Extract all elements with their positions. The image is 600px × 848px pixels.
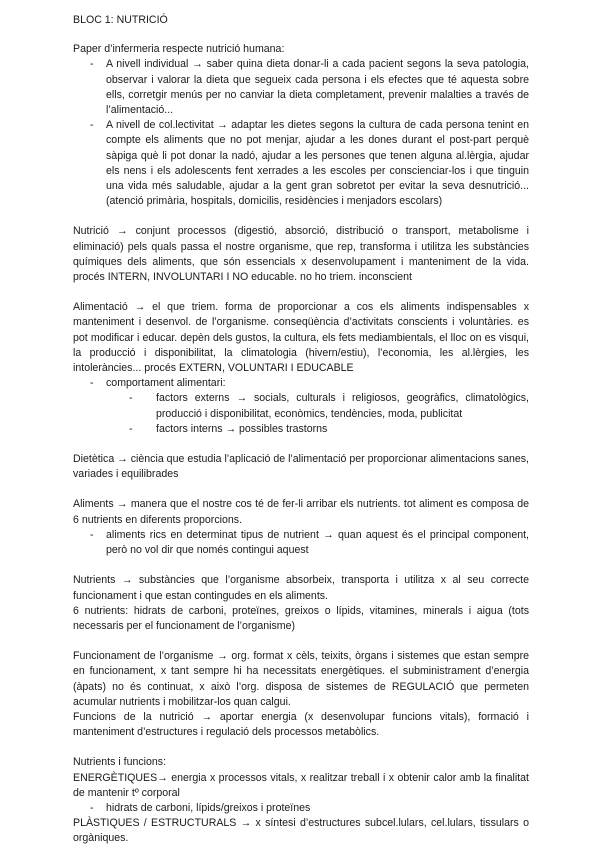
list-item: - comportament alimentari: bbox=[73, 376, 529, 391]
section-funcionament bbox=[73, 649, 529, 740]
sub-bullet-list bbox=[73, 391, 529, 437]
list-item: - aliments rics en determinat tipus de nutrient → quan aquest és el principal component, però no vol dir que només contingui aquest bbox=[73, 528, 529, 558]
list-item: - hidrats de carboni, lípids/greixos i proteïnes bbox=[73, 801, 529, 816]
section-nutrients-funcions bbox=[73, 755, 529, 846]
paragraph: Funcions de la nutrició → aportar energia (x desenvolupar funcions vitals), formació i manteniment d’estructures i regulació dels processos metabòlics. bbox=[73, 710, 529, 739]
section-heading: Paper d’infermeria respecte nutrició humana: bbox=[73, 43, 285, 56]
list-item: - factors externs → socials, culturals i religiosos, geogràfics, climatològics, producció i disponibilitat, econòmics, tendències, moda, publicitat bbox=[73, 391, 529, 421]
paragraph: Funcionament de l’organisme → org. format x cèls, teixits, òrgans i sistemes que estan sempre en funcionament, x tant sempre hi ha necessitats energètiques. el subministrament d’energia (àpats) no és continuat, x això l’org. disposa de sistemes de REGULACIÓ que permeten acumular nutrients i mobilitzar-los quan calgui. bbox=[73, 650, 529, 708]
section-heading: Nutrients i funcions: bbox=[73, 756, 167, 769]
section-alimentacio bbox=[73, 300, 529, 437]
section-nutricio: Nutrició → conjunt processos (digestió, absorció, distribució o transport, metabolisme i eliminació) pels quals passa el nostre organisme, que rep, transforma i utilitza les substàncies químiques dels aliments, que són essencials x desenvolupament i manteniment de la vida. procés INTERN, INVOLUNTARI I NO educable. no ho triem. inconscient bbox=[73, 225, 529, 284]
list-item: - A nivell individual → saber quina dieta donar-li a cada pacient segons la seva patologia, observar i valorar la dieta que segueix cada persona i els efectes que té aquesta sobre ells, corretgir menús per no canviar la dieta completament, prevenir malalties a través de l’alimentació... bbox=[73, 57, 529, 118]
document-page bbox=[73, 13, 529, 847]
paragraph: ENERGÈTIQUES→ energia x processos vitals, x realitzar treball i x obtenir calor amb la finalitat de mantenir tº corporal bbox=[73, 771, 529, 799]
paragraph: Nutrients → substàncies que l’organisme absorbeix, transporta i utilitza x al seu correcte funcionament i que estan contingudes en els aliments. bbox=[73, 574, 529, 602]
bullet-list bbox=[73, 57, 529, 209]
list-item: - factors interns → possibles trastorns bbox=[73, 422, 529, 437]
section-aliments bbox=[73, 497, 529, 558]
bullet-list bbox=[73, 376, 529, 391]
list-item: - A nivell de col.lectivitat → adaptar les dietes segons la cultura de cada persona tenint en compte els aliments que no pot menjar, ajudar a les dones durant el post-part perquè sàpiga què li pot donar la nadó, ajudar a les persones que tenen alguna al.lèrgia, ajudar els nens i els adolescents fent xerrades a les escoles per conscienciar-los i que tinguin una vida més saludable, ajudar a la gent gran sobretot per evitar la seva desnutrició... (atenció primària, hospitals, domicilis, residències i menjadors escolars) bbox=[73, 118, 529, 209]
section-dietetica: Dietètica → ciència que estudia l’aplicació de l’alimentació per proporcionar alimentacions sanes, variades i equilibrades bbox=[73, 453, 529, 481]
paragraph: Alimentació → el que triem. forma de proporcionar a cos els aliments indispensables x manteniment i desenvol. de l’organisme. conseqüència d’activitats conscients i voluntàries. es pot modificar i educar. depèn dels gustos, la cultura, els fets mediambientals, el lloc on es visqui, la producció i disponibilitat, la climatologia (hivern/estiu), l’economia, les al.lèrgies, les intoleràncies... procés EXTERN, VOLUNTARI I EDUCABLE bbox=[73, 301, 529, 375]
bullet-list bbox=[73, 528, 529, 558]
bullet-list bbox=[73, 801, 529, 816]
section-nutrients bbox=[73, 573, 529, 634]
paragraph: 6 nutrients: hidrats de carboni, proteïnes, greixos o lípids, vitamines, minerals i aigua (tots necessaris per el funcionament de l’organisme) bbox=[73, 604, 529, 632]
paragraph: PLÀSTIQUES / ESTRUCTURALS → x síntesi d’estructures subcel.lulars, cel.lulars, tissulars o orgàniques. bbox=[73, 817, 529, 845]
paragraph: Aliments → manera que el nostre cos té de fer-li arribar els nutrients. tot aliment es composa de 6 nutrients en diferents proporcions. bbox=[73, 498, 529, 526]
page-title: BLOC 1: NUTRICIÓ bbox=[73, 14, 168, 26]
section-nursing-role bbox=[73, 42, 529, 209]
